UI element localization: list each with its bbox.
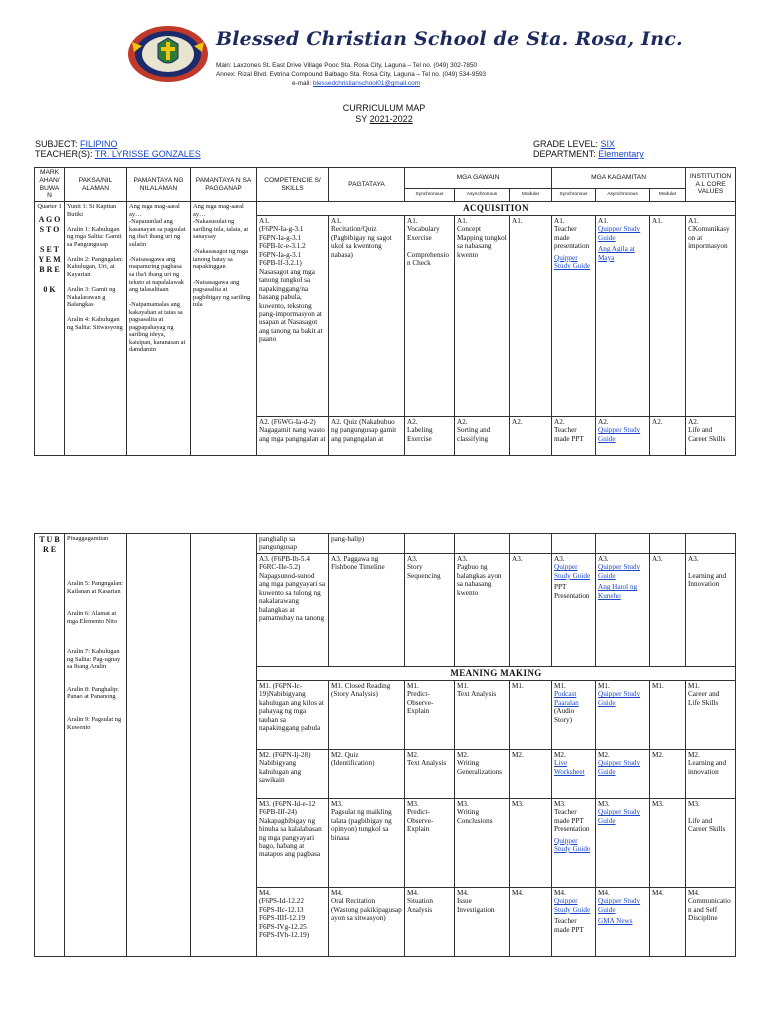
- table-row: [35, 534, 736, 554]
- competency-cell: A1. (F6PN-Ia-g-3.1 F6PN-Ia-g-3.1 F6PB-Ic-e-3.1.2 F6PN-Ia-g-3.1 F6PB-If-3.2.1) Nasasagot ang mga tanong tungkol sa napakinggang/na basang pabula, kuwento, tekstong pang-impormasyon at usapan at Nasasagot ang tanong na bakit at paano: [257, 215, 329, 416]
- col-markahan: MARK AHAN/ BUWA N: [35, 168, 65, 202]
- col-values: INSTITUTIONA L CORE VALUES: [686, 168, 736, 202]
- performance-standard-cell: Ang mga mag-aaral ay… -Nakasusulat ng sariling tula, talata, at sanaysay -Nakasasagot ng mga tanong batay sa napakinggan -Naisasagawa ang pagsasalita at pagbibigay ng sariling tula: [191, 202, 257, 456]
- quipper-link[interactable]: Quipper Study Guide: [598, 897, 641, 914]
- kagamitan-async-cell: [596, 680, 650, 749]
- gawain-async-cell: [455, 534, 510, 554]
- assessment-cell: A2. Quiz (Nakabubuo ng pangungusap gamit ang pangngalan at: [329, 416, 405, 455]
- kagamitan-modular-cell: A2.: [650, 416, 686, 455]
- gawain-modular-cell: A2.: [510, 416, 552, 455]
- kagamitan-async-cell: [596, 798, 650, 887]
- month-agosto: A G O S T O: [38, 215, 61, 235]
- gawain-async-cell: M2. Writing Generalizations: [455, 749, 510, 798]
- quipper-link[interactable]: Quipper Study Guide: [598, 563, 641, 580]
- quarter-label: Quarter 1: [37, 203, 62, 211]
- competency-cell: M1. (F6PN-Ic-19)Nabibigyang kahulugan ang kilos at pahayag ng mga tauhan sa napakinggang pabula: [257, 680, 329, 749]
- audio-story-text: (Audio Story): [554, 707, 575, 724]
- col-pamantayan-pagganap: PAMANTAYA N SA PAGGANAP: [191, 168, 257, 202]
- gawain-async-cell: M4. Issue Investigation: [455, 887, 510, 956]
- kagamitan-modular-cell: [650, 534, 686, 554]
- section-acquisition: ACQUISITION: [257, 202, 736, 216]
- sy-label: SY: [355, 114, 368, 124]
- kagamitan-sync-text: A3.: [554, 554, 565, 563]
- values-cell: A1. CKomunikasyon at impormasyon: [686, 215, 736, 416]
- col-pamantayang-nilalaman: PAMANTAYA NG NILALAMAN: [127, 168, 191, 202]
- gawain-modular-cell: M2.: [510, 749, 552, 798]
- kagamitan-async-text: A2.: [598, 417, 609, 426]
- email-line: [292, 80, 420, 87]
- values-cell: M2. Learning and innovation: [686, 749, 736, 798]
- gawain-sync-cell: M1. Predict-Observe-Explain: [405, 680, 455, 749]
- kagamitan-sync: Synchronous: [552, 189, 596, 202]
- gawain-sync-cell: A3. Story Sequencing: [405, 553, 455, 666]
- kagamitan-async-cell: [596, 749, 650, 798]
- kagamitan-modular-cell: M3.: [650, 798, 686, 887]
- department-line: [533, 149, 644, 159]
- competency-cell: M3. (F6PN-Id-e-12 F6PB-IIf-24) Nakapagbibigay ng hinuha sa kalalabasan ng mga pangyayari bago, habang at matapos ang pagbasa: [257, 798, 329, 887]
- kagamitan-sync-text: M4.: [554, 888, 566, 897]
- kagamitan-modular-cell: M4.: [650, 887, 686, 956]
- quipper-link[interactable]: Quipper Study Guide: [554, 897, 591, 914]
- quipper-link[interactable]: Quipper Study Guide: [598, 426, 641, 443]
- col-gawain: MGA GAWAIN: [405, 168, 552, 189]
- values-cell: A2. Life and Career Skills: [686, 416, 736, 455]
- worksheet-link[interactable]: Live Worksheet: [554, 759, 585, 776]
- kagamitan-sync-text: M3. Teacher made PPT Presentation: [554, 799, 590, 834]
- grade-value: SIX: [600, 139, 616, 149]
- gawain-sync: Synchronous: [405, 189, 455, 202]
- quipper-link[interactable]: Quipper Study Guide: [598, 759, 641, 776]
- kagamitan-sync-cell: [552, 749, 596, 798]
- ppt-text: Teacher made PPT: [554, 917, 584, 934]
- kagamitan-async-cell: [596, 215, 650, 416]
- kagamitan-async-text: A3.: [598, 554, 609, 563]
- kagamitan-async: Asynchronous: [596, 189, 650, 202]
- assessment-cell: M3. Pagsulat ng maikling talata (pagbibigay ng opinyon) tungkol sa binasa: [329, 798, 405, 887]
- quipper-link[interactable]: Quipper Study Guide: [554, 563, 591, 580]
- kagamitan-sync-text: M2.: [554, 750, 566, 759]
- kagamitan-async-cell: [596, 887, 650, 956]
- gawain-modular-cell: M1.: [510, 680, 552, 749]
- quipper-link[interactable]: Quipper Study Guide: [554, 836, 591, 853]
- gawain-async-cell: M1. Text Analysis: [455, 680, 510, 749]
- email-label: e-mail:: [292, 80, 312, 87]
- quipper-link[interactable]: Quipper Study Guide: [598, 225, 641, 242]
- school-logo: [126, 24, 210, 84]
- sy-value: 2021-2022: [369, 114, 413, 124]
- curriculum-table-page-1: [34, 167, 736, 456]
- kagamitan-modular: Modular: [650, 189, 686, 202]
- kagamitan-sync-cell: [552, 798, 596, 887]
- kagamitan-sync-cell: [552, 215, 596, 416]
- teacher-line: [35, 149, 201, 159]
- school-year: [0, 114, 768, 124]
- values-cell: M3. Life and Career Skills: [686, 798, 736, 887]
- col-paksa: PAKSA/NIL ALAMAN: [65, 168, 127, 202]
- gawain-async-cell: A3. Pagbuo ng balangkas ayon sa nabasang kwento: [455, 553, 510, 666]
- kagamitan-sync-cell: A2. Teacher made PPT: [552, 416, 596, 455]
- kagamitan-async-cell: [596, 416, 650, 455]
- podcast-link[interactable]: Podcast Paaralan: [554, 690, 579, 707]
- kagamitan-async-text: M2.: [598, 750, 610, 759]
- subject-value: FILIPINO: [80, 139, 118, 149]
- quipper-link[interactable]: Quipper Study Guide: [598, 690, 641, 707]
- competency-cell: M4. (F6PS-Id-12.22 F6PS-IIc-12.13 F6PS-IIIf-12.19 F6PS-IVg-12.25 F6PS-IVh-12.19): [257, 887, 329, 956]
- gawain-modular: Modular: [510, 189, 552, 202]
- kagamitan-async-text: A1.: [598, 216, 609, 225]
- kagamitan-async-cell: [596, 534, 650, 554]
- gma-news-link[interactable]: GMA News: [598, 917, 633, 926]
- subject-label: SUBJECT:: [35, 139, 78, 149]
- ppt-text: PPT Presentation: [554, 583, 590, 600]
- main-address: Main: Laxzones St. East Drive Village Pooc Sta. Rosa City, Laguna – Tel no. (049) 302-7850: [216, 62, 478, 69]
- header-row: [35, 168, 736, 189]
- performance-standard-cell: [191, 534, 257, 957]
- kagamitan-async-text: M3.: [598, 799, 610, 808]
- grade-line: [533, 139, 615, 149]
- section-row: [35, 202, 736, 216]
- annex-address: Annex: Rizal Blvd. Evtrina Compound Balbago Sta. Rosa City, Laguna – Tel no. (049) 534-9593: [216, 71, 487, 78]
- competency-cell: M2. (F6PN-Ij-28) Nabibigyang kahulugan ang sawikain: [257, 749, 329, 798]
- content-standard-cell: [127, 534, 191, 957]
- kagamitan-sync-text: M1.: [554, 681, 566, 690]
- kagamitan-async-text: M1.: [598, 681, 610, 690]
- gawain-sync-cell: M4. Situation Analysis: [405, 887, 455, 956]
- subject-line: [35, 139, 118, 149]
- month-cell: T U B R E: [35, 534, 65, 957]
- values-cell: M1. Career and Life Skills: [686, 680, 736, 749]
- kagamitan-modular-cell: M1.: [650, 680, 686, 749]
- gawain-sync-cell: M3. Predict-Observe-Explain: [405, 798, 455, 887]
- email-link[interactable]: blessedchristianschool01@gmail.com: [312, 80, 420, 87]
- values-cell: A3. Learning and Innovation: [686, 553, 736, 666]
- col-competencies: COMPETENCIE S/ SKILLS: [257, 168, 329, 202]
- story-link[interactable]: Ang Agila at Maya: [598, 245, 635, 262]
- assessment-cell: A1. Recitation/Quiz (Pagbibigay ng sagot ukol sa kwentong nabasa): [329, 215, 405, 416]
- competency-cell: panghalip sa pangungusap: [257, 534, 329, 554]
- month-setyembre: S E T Y E M B R E: [38, 245, 61, 275]
- competency-cell: A2. (F6WG-Ia-d-2) Nagagamit nang wasto ang mga pangngalan at: [257, 416, 329, 455]
- gawain-async: Asynchronous: [455, 189, 510, 202]
- kagamitan-async-text: M4.: [598, 888, 610, 897]
- assessment-cell: M4. Oral Recitation (Wastong pakikipagusap ayon sa sitwasyon): [329, 887, 405, 956]
- kagamitan-sync-cell: [552, 534, 596, 554]
- quipper-link[interactable]: Quipper Study Guide: [598, 808, 641, 825]
- grade-label: GRADE LEVEL:: [533, 139, 599, 149]
- gawain-async-cell: A2. Sorting and classifying: [455, 416, 510, 455]
- topics-cell: Yunit 1: Si Kapitan Butiki Aralin 1: Kahulugan ng mga Salita: Gamit sa Pangungusap Aralin 2: Pangngalan: Kahulugan, Uri, at Kayarian Aralin 3: Gamit ng Nakalarawan g Balangkas Aralin 4: Kahulugan ng Salita: Sitwasyong: [65, 202, 127, 456]
- kagamitan-sync-cell: [552, 887, 596, 956]
- teacher-value: TR. LYRISSE GONZALES: [94, 149, 201, 159]
- kagamitan-sync-text: A1. Teacher made presentation: [554, 216, 590, 251]
- kagamitan-modular-cell: A1.: [650, 215, 686, 416]
- content-standard-cell: Ang mga mag-aaral ay… -Napauunlad ang kasanayan sa pagsulat ng iba't ibang uri ng sulatin -Naisasagawa ang mapanuring pagbasa sa iba't ibang uri ng teksto at napalalawak ang talasalitaan -Naipamamalas ang kakayahan at tatas sa pagsasalita at pagpapahayag ng sariling ideya, kaisipan, karanasan at damdamin: [127, 202, 191, 456]
- col-kagamitan: MGA KAGAMITAN: [552, 168, 686, 189]
- kagamitan-sync-cell: [552, 553, 596, 666]
- kagamitan-modular-cell: M2.: [650, 749, 686, 798]
- dept-value: Elementary: [598, 149, 644, 159]
- assessment-cell: M1. Closed Reading (Story Analysis): [329, 680, 405, 749]
- gawain-modular-cell: M4.: [510, 887, 552, 956]
- col-pagtataya: PAGTATAYA: [329, 168, 405, 202]
- gawain-modular-cell: M3.: [510, 798, 552, 887]
- gawain-async-cell: M3. Writing Conclusions: [455, 798, 510, 887]
- kagamitan-modular-cell: A3.: [650, 553, 686, 666]
- gawain-modular-cell: A1.: [510, 215, 552, 416]
- month-oktubre: 0 K: [43, 285, 56, 295]
- gawain-modular-cell: A3.: [510, 553, 552, 666]
- topics-cell: Pinaggagamitan Aralin 5: Pangngalan: Kailanan at Kasarian Aralin 6: Alamat at mga Elemento Nito Aralin 7: Kahulugan ng Salita: Pag-ugnay sa Ibang Aralin Aralin 8: Panghalip: Panao at Pananong Aralin 9: Pagsulat ng Kuwento: [65, 534, 127, 957]
- dept-label: DEPARTMENT:: [533, 149, 596, 159]
- curriculum-table-page-2: [34, 533, 736, 957]
- school-name: Blessed Christian School de Sta. Rosa, Inc.: [216, 28, 683, 50]
- competency-cell: A3. (F6PB-Ib-5.4 F6RC-IIe-5.2) Napagsunod-sunod ang mga pangyayari sa kuwento sa tulong ng nakalarawang balangkas at pamatnubay na tanong: [257, 553, 329, 666]
- values-cell: [686, 534, 736, 554]
- story-link[interactable]: Ang Hatol ng Kuneho: [598, 583, 638, 600]
- gawain-sync-cell: [405, 534, 455, 554]
- doc-title: CURRICULUM MAP: [342, 103, 426, 113]
- values-cell: M4. Communication and Self Discipline: [686, 887, 736, 956]
- gawain-sync-cell: A1. Vocabulary Exercise Comprehension Check: [405, 215, 455, 416]
- gawain-modular-cell: [510, 534, 552, 554]
- kagamitan-async-cell: [596, 553, 650, 666]
- assessment-cell: M2. Quiz (Identification): [329, 749, 405, 798]
- assessment-cell: pang-halip): [329, 534, 405, 554]
- kagamitan-sync-cell: [552, 680, 596, 749]
- gawain-sync-cell: A2. Labeling Exercise: [405, 416, 455, 455]
- section-meaning-making: MEANING MAKING: [257, 666, 736, 680]
- teacher-label: TEACHER(S):: [35, 149, 93, 159]
- quipper-link[interactable]: Quipper Study Guide: [554, 253, 591, 271]
- assessment-cell: A3. Paggawa ng Fishbone Timeline: [329, 553, 405, 666]
- month-cell: [35, 202, 65, 456]
- gawain-async-cell: A1. Concept Mapping tungkol sa nabasang kwento: [455, 215, 510, 416]
- gawain-sync-cell: M2. Text Analysis: [405, 749, 455, 798]
